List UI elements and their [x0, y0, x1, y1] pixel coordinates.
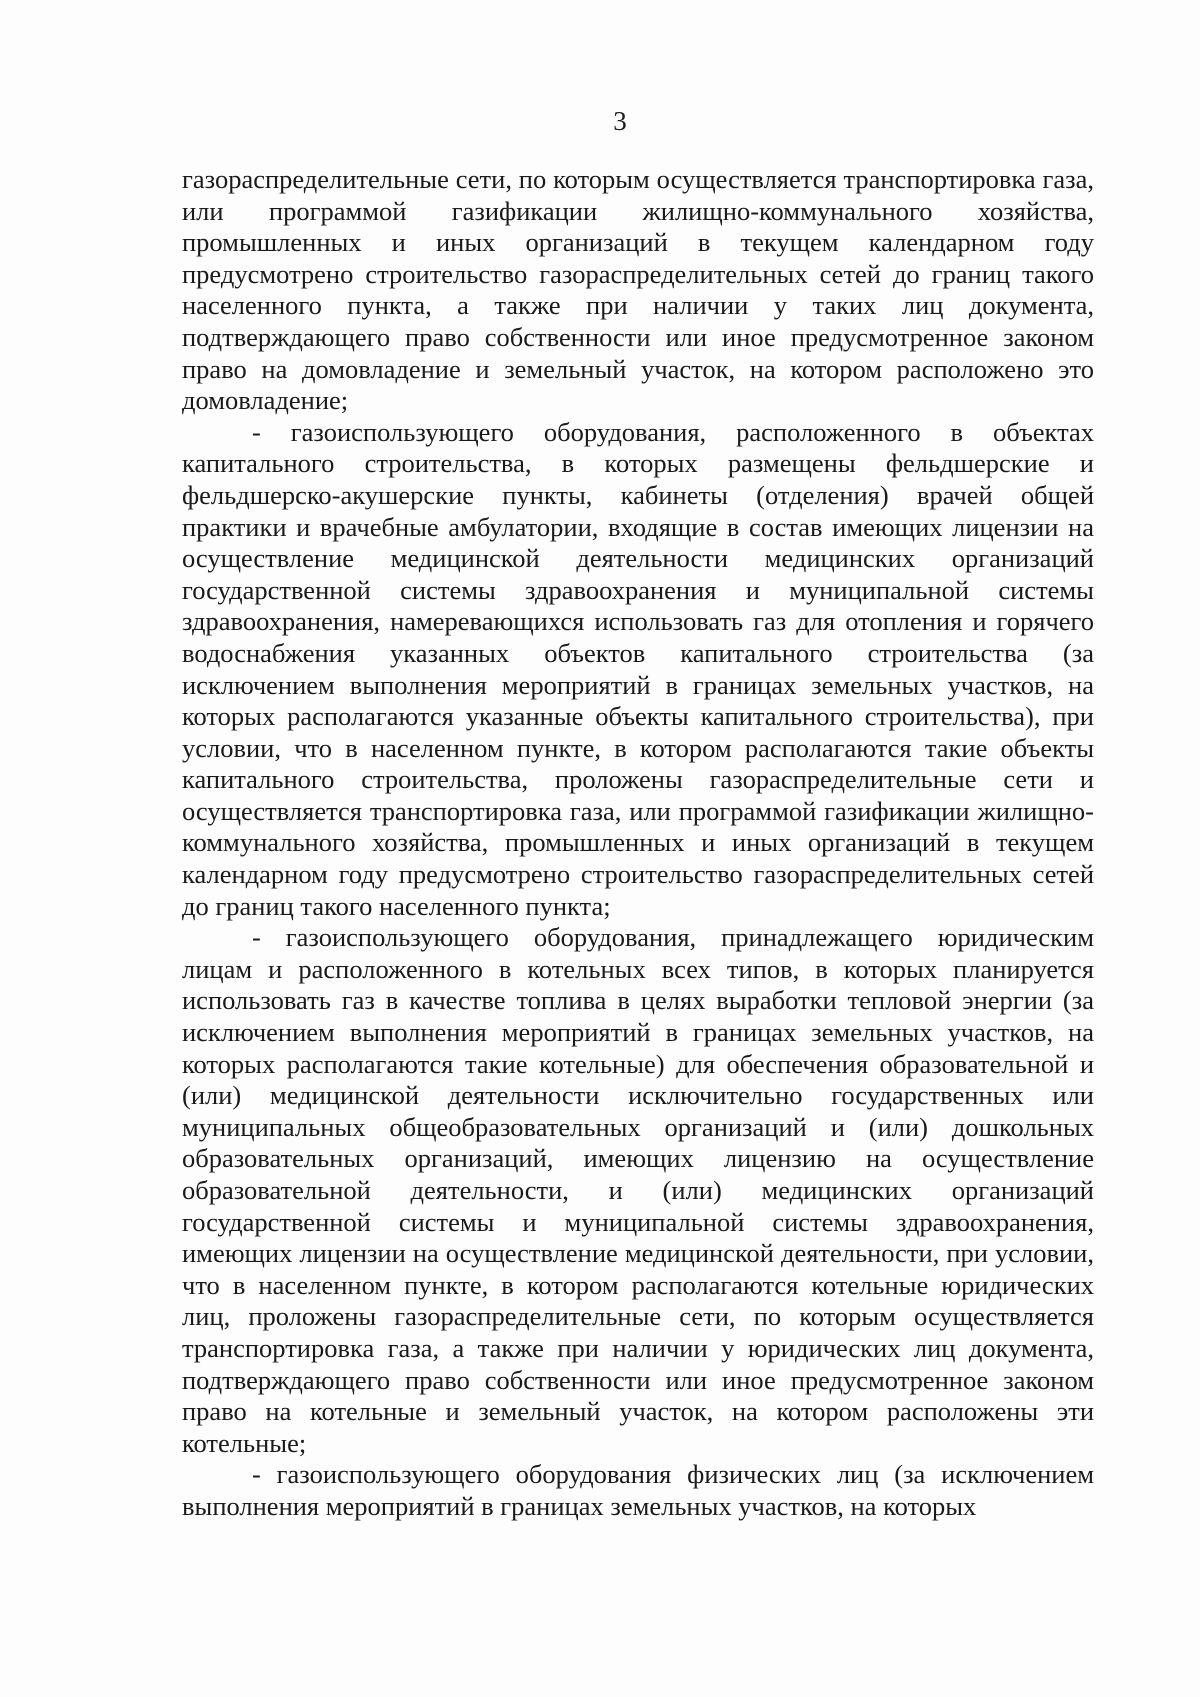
paragraph-continuation: газораспределительные сети, по которым осуществляется транспортировка газа, или программой газификации жилищно-коммунального хозяйства, промышленных и иных организаций в текущем календарном году предусмотрено строительство газораспределительных сетей до границ такого населенного пункта, а также при наличии у таких лиц документа, подтверждающего право собственности или иное предусмотренное законом право на домовладение и земельный участок, на котором расположено это домовладение;	[182, 164, 1094, 416]
paragraph-medical-facilities: - газоиспользующего оборудования, расположенного в объектах капитального строительства, в которых размещены фельдшерские и фельдшерско-акушерские пункты, кабинеты (отделения) врачей общей практики и врачебные амбулатории, входящие в состав имеющих лицензии на осуществление медицинской деятельности медицинских организаций государственной системы здравоохранения и муниципальной системы здравоохранения, намеревающихся использовать газ для отопления и горячего водоснабжения указанных объектов капитального строительства (за исключением выполнения мероприятий в границах земельных участков, на которых располагаются указанные объекты капитального строительства), при условии, что в населенном пункте, в котором располагаются такие объекты капитального строительства, проложены газораспределительные сети и осуществляется транспортировка газа, или программой газификации жилищно-коммунального хозяйства, промышленных и иных организаций в текущем календарном году предусмотрено строительство газораспределительных сетей до границ такого населенного пункта;	[182, 416, 1094, 921]
document-body	[182, 164, 1094, 1523]
paragraph-boiler-houses: - газоиспользующего оборудования, принадлежащего юридическим лицам и расположенного в котельных всех типов, в которых планируется использовать газ в качестве топлива в целях выработки тепловой энергии (за исключением выполнения мероприятий в границах земельных участков, на которых располагаются такие котельные) для обеспечения образовательной и (или) медицинской деятельности исключительно государственных или муниципальных общеобразовательных организаций и (или) дошкольных образовательных организаций, имеющих лицензию на осуществление образовательной деятельности, и (или) медицинских организаций государственной системы и муниципальной системы здравоохранения, имеющих лицензии на осуществление медицинской деятельности, при условии, что в населенном пункте, в котором располагаются котельные юридических лиц, проложены газораспределительные сети, по которым осуществляется транспортировка газа, а также при наличии у юридических лиц документа, подтверждающего право собственности или иное предусмотренное законом право на котельные и земельный участок, на котором расположены эти котельные;	[182, 922, 1094, 1458]
paragraph-individuals: - газоиспользующего оборудования физических лиц (за исключением выполнения мероприятий в границах земельных участков, на которых	[182, 1459, 1094, 1521]
page-number: 3	[613, 106, 627, 136]
